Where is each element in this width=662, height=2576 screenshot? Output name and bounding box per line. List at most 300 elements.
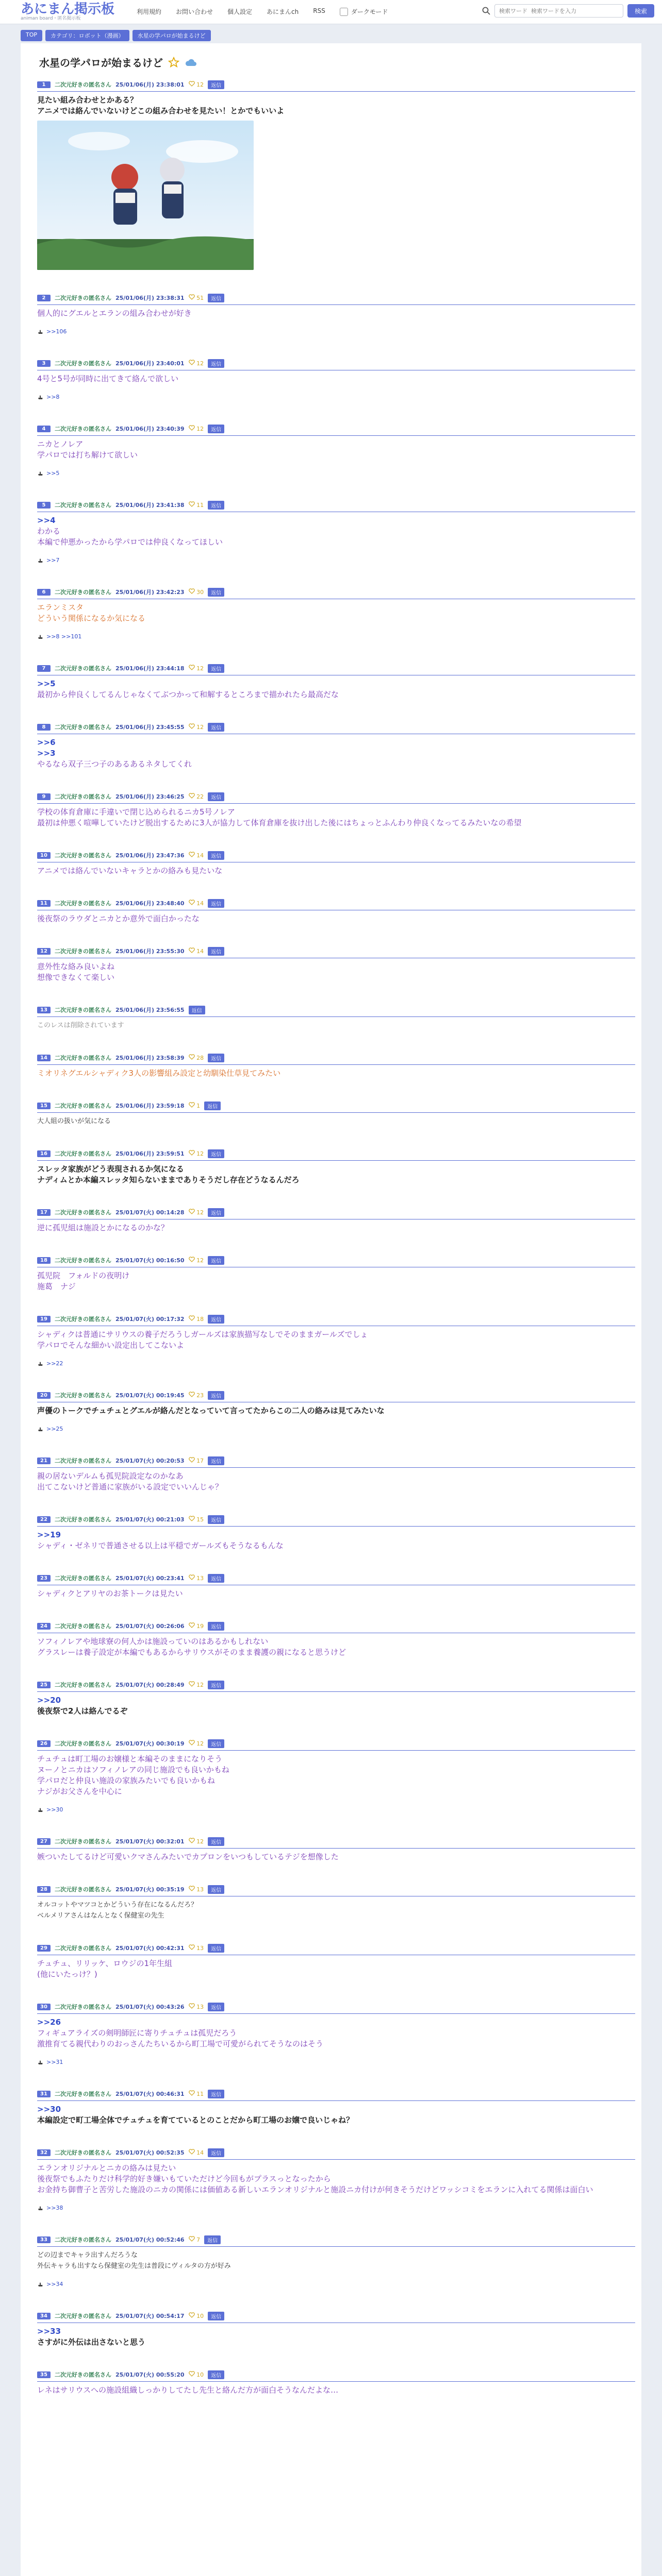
post-author: 二次元好きの匿名さん	[55, 1623, 111, 1630]
post	[37, 1836, 635, 1862]
post-header	[37, 423, 635, 436]
like-count: 12	[196, 1150, 204, 1157]
post	[37, 1738, 635, 1813]
post-number[interactable]: 30	[37, 2004, 51, 2010]
like-button[interactable]	[189, 2236, 201, 2243]
post-number[interactable]: 32	[37, 2149, 51, 2156]
site-logo[interactable]	[21, 2, 114, 22]
reply-button[interactable]: 返信	[208, 1315, 224, 1324]
like-count: 28	[196, 1055, 204, 1061]
post-date: 25/01/07(火) 00:35:19	[115, 1886, 185, 1893]
post-number[interactable]: 22	[37, 1516, 51, 1523]
post-line[interactable]: >>30	[37, 2105, 61, 2114]
post-line[interactable]: >>26	[37, 2018, 61, 2027]
post	[37, 850, 635, 876]
reply-button[interactable]: 返信	[208, 588, 224, 597]
like-button[interactable]	[189, 2149, 204, 2156]
heart-icon	[189, 1102, 195, 1108]
reply-button[interactable]: 返信	[208, 1837, 224, 1846]
post	[37, 2311, 635, 2348]
heart-icon	[189, 1392, 195, 1397]
post-number[interactable]: 13	[37, 1007, 51, 1013]
post-number[interactable]: 27	[37, 1838, 51, 1845]
heart-icon	[189, 1209, 195, 1214]
post-number[interactable]: 19	[37, 1316, 51, 1323]
post-line: 学パロでは打ち解けて欲しい	[37, 450, 138, 460]
like-button[interactable]	[189, 425, 204, 432]
post-author: 二次元好きの匿名さん	[55, 1838, 111, 1845]
post-references	[37, 1426, 635, 1432]
post-author: 二次元好きの匿名さん	[55, 2371, 111, 2378]
like-button[interactable]	[189, 1209, 204, 1216]
post	[37, 1390, 635, 1432]
post-line: 最初は仲悪く喧嘩していたけど脱出するために3人が協力して体育倉庫を抜け出した後にはちょっとふんわり仲良くなってるみたいなの希望	[37, 818, 522, 827]
heart-icon	[189, 294, 195, 300]
like-button[interactable]	[189, 294, 204, 301]
reply-button[interactable]: 返信	[208, 501, 224, 510]
like-button[interactable]	[189, 1681, 204, 1688]
post	[37, 898, 635, 924]
hand-icon	[37, 394, 43, 400]
thread-title-text: 水星の学パロが始まるけど	[39, 57, 163, 69]
like-count: 12	[196, 360, 204, 367]
breadcrumb-category[interactable]: カテゴリ：ロボット（漫画）	[45, 30, 129, 41]
reply-anchors[interactable]: >>8	[46, 394, 60, 400]
post-body	[37, 2326, 635, 2348]
post-number[interactable]: 18	[37, 1257, 51, 1264]
heart-icon	[189, 1740, 195, 1745]
like-button[interactable]	[189, 588, 204, 596]
thread-title	[39, 55, 197, 70]
post-line[interactable]: >>6	[37, 738, 56, 747]
post-number[interactable]: 10	[37, 852, 51, 859]
post-author: 二次元好きの匿名さん	[55, 1150, 111, 1157]
post-body	[37, 1958, 635, 1980]
reply-button[interactable]: 返信	[208, 2090, 224, 2098]
reply-anchors[interactable]: >>30	[46, 1806, 63, 1813]
like-button[interactable]	[189, 1516, 204, 1523]
post-header	[37, 2089, 635, 2101]
post-date: 25/01/07(火) 00:21:03	[115, 1516, 185, 1523]
post-line: オルコットやマツコとかどういう存在になるんだろ？	[37, 1901, 198, 1909]
like-count: 30	[196, 589, 204, 596]
like-count: 13	[196, 2004, 204, 2010]
post-line[interactable]: >>4	[37, 516, 56, 525]
star-icon[interactable]	[168, 57, 179, 68]
like-button[interactable]	[189, 1740, 204, 1747]
post-line[interactable]: >>3	[37, 749, 56, 758]
post-number[interactable]: 12	[37, 948, 51, 955]
post-line[interactable]: >>20	[37, 1696, 61, 1705]
post-date: 25/01/07(火) 00:42:31	[115, 1945, 185, 1952]
like-button[interactable]	[189, 1457, 204, 1464]
reply-button[interactable]: 返信	[208, 723, 224, 732]
reply-anchors[interactable]: >>22	[46, 1360, 63, 1367]
post-author: 二次元好きの匿名さん	[55, 2004, 111, 2010]
heart-icon	[189, 723, 195, 729]
like-button[interactable]	[189, 2090, 204, 2097]
reply-anchors[interactable]: >>5	[46, 470, 60, 477]
hand-icon	[37, 634, 43, 640]
post-number[interactable]: 35	[37, 2371, 51, 2378]
post-body	[37, 1900, 635, 1921]
post	[37, 1680, 635, 1717]
post-line: チュチュは町工場のお嬢様と本編そのままになりそう	[37, 1754, 223, 1764]
reply-button[interactable]: 返信	[208, 2003, 224, 2011]
like-button[interactable]	[189, 1054, 204, 1061]
post-line: 外伝キャラも出すなら保健室の先生は普段にヴィルタの方が好み	[37, 2262, 231, 2270]
post-header	[37, 1100, 635, 1113]
post-body	[37, 866, 635, 876]
reply-button[interactable]: 返信	[208, 851, 224, 860]
reply-button[interactable]: 返信	[208, 947, 224, 956]
hand-icon	[37, 1807, 43, 1813]
post-body	[37, 807, 635, 828]
like-count: 12	[196, 426, 204, 432]
reply-button[interactable]: 返信	[208, 359, 224, 368]
like-button[interactable]	[189, 665, 204, 672]
post-references	[37, 394, 635, 400]
post-number[interactable]: 20	[37, 1392, 51, 1399]
nav-animanch[interactable]: あにまんch	[267, 8, 299, 15]
post	[37, 1314, 635, 1367]
reply-button[interactable]: 返信	[208, 1208, 224, 1217]
post-body	[37, 602, 635, 624]
post-line: 学校の体育倉庫に手違いで閉じ込められるニカ5号ノレア	[37, 807, 235, 817]
post	[37, 1455, 635, 1493]
post-line: 本編設定で町工場全体でチュチュを育てているとのことだから町工場のお嬢で良いじゃね？	[37, 2115, 354, 2125]
post-line: 学パロだと仲良い施設の家族みたいでも良いかもね	[37, 1776, 216, 1785]
post	[37, 1207, 635, 1233]
post-number[interactable]: 28	[37, 1886, 51, 1893]
reply-button[interactable]: 返信	[208, 1515, 224, 1524]
post-number[interactable]: 29	[37, 1945, 51, 1952]
post-date: 25/01/07(火) 00:14:28	[115, 1209, 185, 1216]
post-body	[37, 2017, 635, 2049]
post-line: 声優のトークでチュチュとグエルが絡んだとなっていて言ってたからこの二人の絡みは見てみたいな	[37, 1406, 385, 1415]
post	[37, 1005, 635, 1031]
post-body	[37, 1754, 635, 1797]
post-line: お金持ち御曹子と苦労した施設のニカの関係には価値ある新しいエランオリジナルと施設ニカ付けが何きそうだけどワッシコミをエランに入れてる関係は面白い	[37, 2185, 593, 2194]
post-references	[37, 1360, 635, 1367]
post	[37, 2234, 635, 2287]
nav-settings[interactable]: 個人設定	[227, 8, 253, 15]
post-date: 25/01/06(月) 23:47:36	[115, 852, 185, 859]
post-number[interactable]: 23	[37, 1575, 51, 1582]
search-button[interactable]: 検索	[627, 4, 654, 18]
post-date: 25/01/07(火) 00:23:41	[115, 1575, 185, 1582]
reply-anchors[interactable]: >>8 >>101	[46, 633, 82, 640]
post-line: チュチュ、リリッケ、ロウジの1年生組	[37, 1959, 172, 1968]
like-count: 14	[196, 900, 204, 907]
post-number[interactable]: 4	[37, 426, 51, 432]
post-author: 二次元好きの匿名さん	[55, 1007, 111, 1013]
post-number[interactable]: 31	[37, 2091, 51, 2097]
post-number[interactable]: 15	[37, 1103, 51, 1109]
nav-rss[interactable]: RSS	[313, 7, 325, 14]
reply-button[interactable]: 返信	[204, 1101, 221, 1110]
post-line: 激推育てる親代わりのおっさんたちいるから町工場で可愛がられてそうなのはそう	[37, 2039, 324, 2048]
post-author: 二次元好きの匿名さん	[55, 1682, 111, 1688]
reply-button[interactable]: 返信	[208, 80, 224, 89]
dark-mode-label: ダークモード	[351, 8, 388, 15]
post-line: 後夜祭のラウダとニカとか意外で面白かったな	[37, 914, 200, 923]
post	[37, 946, 635, 983]
post-date: 25/01/06(月) 23:45:55	[115, 724, 185, 731]
post-number[interactable]: 2	[37, 295, 51, 301]
post-number[interactable]: 26	[37, 1740, 51, 1747]
post-header	[37, 1148, 635, 1161]
post	[37, 587, 635, 640]
like-button[interactable]	[189, 1574, 204, 1582]
post-line: グラスレーは養子設定が本編でもあるからサリウスがそのまま養護の親になると思うけど	[37, 1648, 346, 1657]
site-header	[0, 0, 662, 24]
like-button[interactable]	[189, 1838, 204, 1845]
post-line: 嫉ついたしてるけど可愛いクマさんみたいでカプロンをいつもしているテジを想像した	[37, 1852, 339, 1861]
reply-button[interactable]: 返信	[208, 664, 224, 673]
post-number[interactable]: 3	[37, 360, 51, 367]
header-nav	[137, 7, 388, 16]
heart-icon	[189, 1315, 195, 1321]
like-button[interactable]	[189, 1257, 204, 1264]
heart-icon	[189, 900, 195, 905]
post-date: 25/01/07(火) 00:43:26	[115, 2004, 185, 2010]
post-image[interactable]	[37, 121, 254, 270]
post-date: 25/01/06(月) 23:59:51	[115, 1150, 185, 1157]
post-author: 二次元好きの匿名さん	[55, 793, 111, 800]
like-button[interactable]	[189, 1944, 204, 1952]
reply-anchors[interactable]: >>34	[46, 2281, 63, 2287]
reply-button[interactable]: 返信	[208, 1885, 224, 1894]
reply-anchors[interactable]: >>7	[46, 557, 60, 564]
post-line: シャディクとアリヤのお茶トークは見たい	[37, 1589, 183, 1598]
post-line: 親の居ないデルムも孤児院設定なのかなあ	[37, 1471, 184, 1481]
post-author: 二次元好きの匿名さん	[55, 724, 111, 731]
cloud-icon[interactable]	[185, 58, 197, 67]
post-header	[37, 587, 635, 599]
hand-icon	[37, 2205, 43, 2211]
post-number[interactable]: 5	[37, 502, 51, 509]
heart-icon	[189, 81, 195, 87]
like-button[interactable]	[189, 1315, 204, 1323]
post-number[interactable]: 9	[37, 793, 51, 800]
reply-button[interactable]: 返信	[208, 1456, 224, 1465]
like-button[interactable]	[189, 360, 204, 367]
like-button[interactable]	[189, 1622, 204, 1630]
reply-button[interactable]: 返信	[208, 2312, 224, 2320]
like-button[interactable]	[189, 2003, 204, 2010]
post	[37, 1255, 635, 1292]
reply-button[interactable]: 返信	[208, 1739, 224, 1748]
like-count: 15	[196, 1516, 204, 1523]
reply-button[interactable]: 返信	[204, 2235, 221, 2244]
like-button[interactable]	[189, 2312, 204, 2319]
post-header	[37, 1005, 635, 1017]
post-header	[37, 293, 635, 305]
post-date: 25/01/07(火) 00:17:32	[115, 1316, 185, 1323]
post-line: 出てこないけど普通に家族がいる設定でいいんじゃ？	[37, 1482, 223, 1492]
post-number[interactable]: 33	[37, 2236, 51, 2243]
post-body	[37, 1636, 635, 1658]
search-area	[482, 4, 654, 18]
post-body	[37, 1695, 635, 1717]
post-date: 25/01/06(月) 23:42:23	[115, 589, 185, 596]
like-button[interactable]	[189, 723, 204, 731]
post	[37, 2089, 635, 2126]
post-number[interactable]: 6	[37, 589, 51, 596]
post-author: 二次元好きの匿名さん	[55, 1945, 111, 1952]
post-header	[37, 358, 635, 370]
like-count: 13	[196, 1945, 204, 1952]
post-line: ナディムとか本編スレッタ知らないままでありそうだし存在どうなるんだろ	[37, 1175, 300, 1184]
post-header	[37, 2002, 635, 2014]
post-author: 二次元好きの匿名さん	[55, 852, 111, 859]
heart-icon	[189, 501, 195, 507]
like-count: 17	[196, 1458, 204, 1464]
reply-button[interactable]: 返信	[208, 1391, 224, 1400]
post-number[interactable]: 21	[37, 1458, 51, 1464]
like-button[interactable]	[189, 1150, 204, 1157]
post-number[interactable]: 11	[37, 900, 51, 907]
post-number[interactable]: 17	[37, 1209, 51, 1216]
post-number[interactable]: 25	[37, 1682, 51, 1688]
breadcrumb-thread[interactable]: 水星の学パロが始まるけど	[133, 30, 211, 41]
like-button[interactable]	[189, 1392, 204, 1399]
post-line: 想像できなくて楽しい	[37, 973, 115, 982]
search-icon	[482, 7, 490, 15]
post-date: 25/01/07(火) 00:46:31	[115, 2091, 185, 2097]
reply-button[interactable]: 返信	[208, 1622, 224, 1631]
reply-button[interactable]: 返信	[208, 2148, 224, 2157]
post-line: 本編で仲悪かったから学パロでは仲良くなってほしい	[37, 537, 223, 547]
breadcrumb	[21, 30, 211, 41]
post-author: 二次元好きの匿名さん	[55, 1392, 111, 1399]
like-count: 12	[196, 1682, 204, 1688]
post-number[interactable]: 7	[37, 665, 51, 672]
dark-mode-toggle[interactable]	[340, 7, 388, 16]
post-author: 二次元好きの匿名さん	[55, 665, 111, 672]
post-date: 25/01/07(火) 00:52:35	[115, 2149, 185, 2156]
like-button[interactable]	[189, 900, 204, 907]
like-button[interactable]	[189, 947, 204, 955]
post-body	[37, 1530, 635, 1551]
post-date: 25/01/07(火) 00:19:45	[115, 1392, 185, 1399]
post-line: 学パロでそんな細かい設定出してこないよ	[37, 1341, 185, 1350]
reply-button[interactable]: 返信	[208, 1944, 224, 1953]
heart-icon	[189, 1944, 195, 1950]
post-references	[37, 470, 635, 477]
post	[37, 1573, 635, 1599]
post-line: ヌーノとニカはソフィノレアの同じ施設でも良いかもね	[37, 1765, 229, 1774]
post-body	[37, 95, 635, 116]
search-input[interactable]	[494, 4, 623, 18]
like-count: 12	[196, 1209, 204, 1216]
post-date: 25/01/06(月) 23:38:31	[115, 295, 185, 301]
breadcrumb-top[interactable]: TOP	[21, 30, 42, 41]
reply-anchors[interactable]: >>25	[46, 1426, 63, 1432]
heart-icon	[189, 425, 195, 431]
reply-button[interactable]: 返信	[208, 1574, 224, 1583]
like-count: 22	[196, 793, 204, 800]
nav-terms[interactable]: 利用規約	[137, 8, 162, 15]
reply-button[interactable]: 返信	[208, 425, 224, 433]
post-header	[37, 1255, 635, 1267]
like-button[interactable]	[189, 2371, 204, 2378]
like-button[interactable]	[189, 1102, 201, 1109]
heart-icon	[189, 1574, 195, 1580]
post-line: 最初から仲良くしてるんじゃなくてぶつかって和解するところまで描かれたら最高だな	[37, 690, 339, 699]
post-line: やるなら双子三つ子のあるあるネタしてくれ	[37, 759, 192, 769]
dark-mode-checkbox[interactable]	[340, 8, 348, 16]
reply-button[interactable]: 返信	[208, 294, 224, 302]
post-body	[37, 515, 635, 548]
reply-button[interactable]: 返信	[208, 792, 224, 801]
post-line: ナジがお父さんを中心に	[37, 1787, 122, 1796]
post-body	[37, 961, 635, 983]
post-line: このレスは削除されています	[37, 1022, 124, 1029]
site-subtitle: animan board・匿名掲示板	[21, 16, 81, 21]
reply-button[interactable]: 返信	[208, 899, 224, 908]
post-number[interactable]: 8	[37, 724, 51, 731]
heart-icon	[189, 1257, 195, 1262]
post-header	[37, 2369, 635, 2382]
post-number[interactable]: 24	[37, 1623, 51, 1630]
like-button[interactable]	[189, 793, 204, 800]
like-button[interactable]	[189, 501, 204, 509]
post-date: 25/01/07(火) 00:20:53	[115, 1458, 185, 1464]
post-line: さすがに外伝は出さないと思う	[37, 2337, 146, 2347]
post-body	[37, 1020, 635, 1031]
like-count: 11	[196, 2091, 204, 2097]
post-line[interactable]: >>19	[37, 1530, 61, 1539]
post-line: シャディクは普通にサリウスの養子だろうしガールズは家族描写なしでそのままガールズでしょ	[37, 1330, 368, 1339]
post-number[interactable]: 14	[37, 1055, 51, 1061]
post-line: 施葛 ナジ	[37, 1282, 76, 1291]
reply-anchors[interactable]: >>38	[46, 2205, 63, 2211]
heart-icon	[189, 793, 195, 799]
post-number[interactable]: 1	[37, 81, 51, 88]
reply-button[interactable]: 返信	[208, 1681, 224, 1689]
post-number[interactable]: 34	[37, 2313, 51, 2319]
like-button[interactable]	[189, 1886, 204, 1893]
post-date: 25/01/06(月) 23:48:40	[115, 900, 185, 907]
hand-icon	[37, 2281, 43, 2287]
post-body	[37, 1852, 635, 1862]
reply-anchors[interactable]: >>106	[46, 328, 67, 335]
post-date: 25/01/07(火) 00:55:20	[115, 2371, 185, 2378]
post-number[interactable]: 16	[37, 1150, 51, 1157]
post-references	[37, 2281, 635, 2287]
post-line[interactable]: >>33	[37, 2327, 61, 2336]
reply-button[interactable]: 返信	[208, 2370, 224, 2379]
hand-icon	[37, 329, 43, 335]
like-button[interactable]	[189, 852, 204, 859]
post-header	[37, 791, 635, 804]
like-button[interactable]	[189, 81, 204, 88]
reply-button[interactable]: 返信	[189, 1006, 205, 1014]
post	[37, 1100, 635, 1127]
reply-button[interactable]: 返信	[208, 1149, 224, 1158]
post-date: 25/01/07(火) 00:16:50	[115, 1257, 185, 1264]
post-line[interactable]: >>5	[37, 679, 56, 688]
post	[37, 791, 635, 828]
post	[37, 1053, 635, 1079]
nav-contact[interactable]: お問い合わせ	[176, 8, 213, 15]
reply-button[interactable]: 返信	[208, 1054, 224, 1062]
reply-anchors[interactable]: >>31	[46, 2059, 63, 2065]
post-body	[37, 1329, 635, 1351]
reply-button[interactable]: 返信	[208, 1256, 224, 1265]
